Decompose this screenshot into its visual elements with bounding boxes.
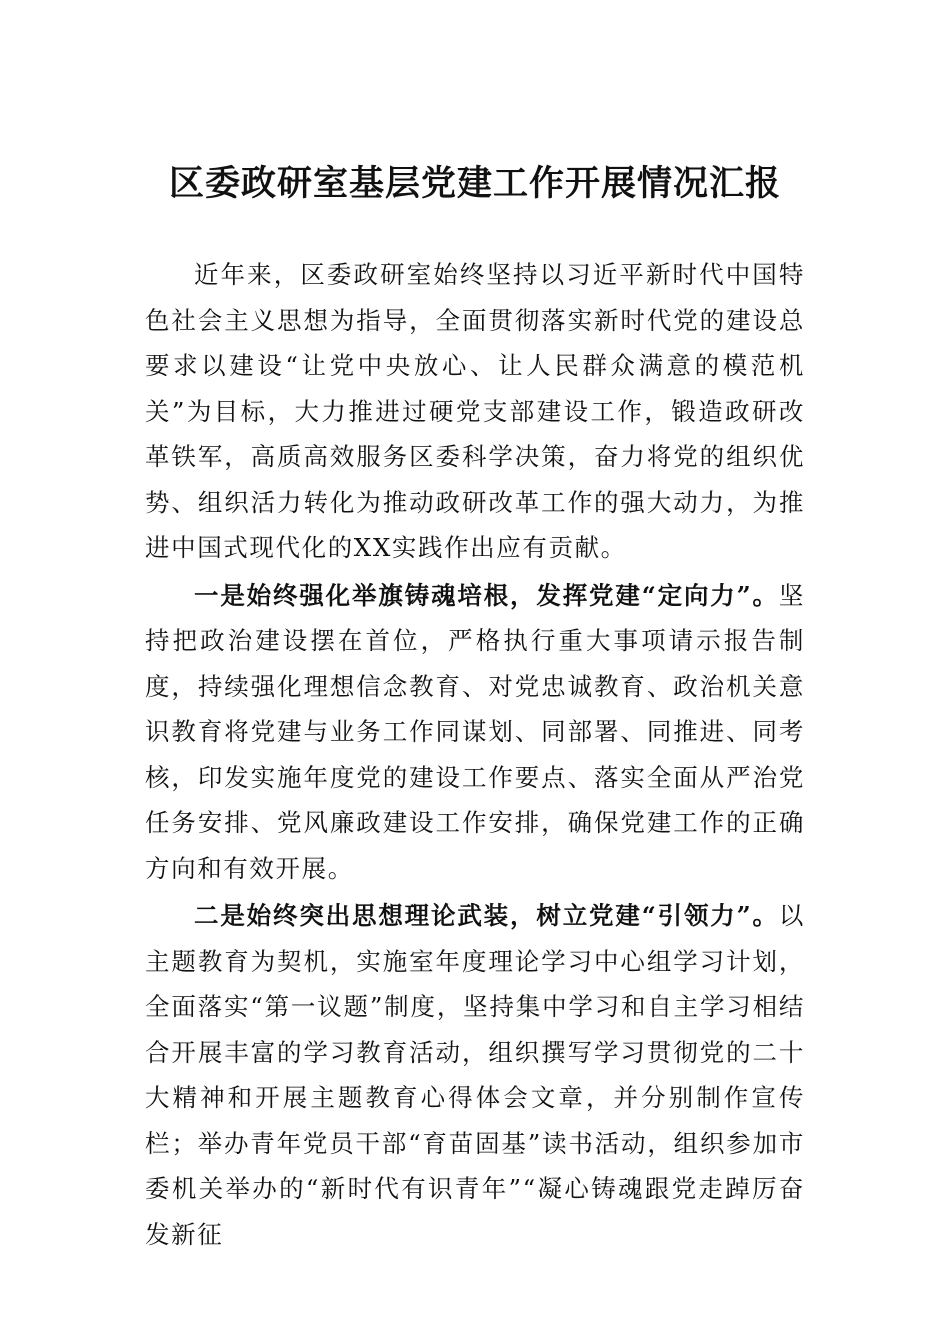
paragraph-lead: 二是始终突出思想理论武装，树立党建“引领力”。	[194, 901, 779, 930]
paragraph-intro	[145, 252, 805, 571]
document-body	[145, 252, 805, 1259]
paragraph-point-two	[145, 893, 805, 1257]
paragraph-text: 坚持把政治建设摆在首位，严格执行重大事项请示报告制度，持续强化理想信念教育、对党忠诚教育、政治机关意识教育将党建与业务工作同谋划、同部署、同推进、同考核，印发实施年度党的建设工作要点、落实全面从严治党任务安排、党风廉政建设工作安排，确保党建工作的正确方向和有效开展。	[145, 580, 805, 883]
paragraph-point-one	[145, 573, 805, 892]
document-title: 区委政研室基层党建工作开展情况汇报	[168, 163, 781, 204]
paragraph-text: 近年来，区委政研室始终坚持以习近平新时代中国特色社会主义思想为指导，全面贯彻落实新时代党的建设总要求以建设“让党中央放心、让人民群众满意的模范机关”为目标，大力推进过硬党支部建设工作，锻造政研改革铁军，高质高效服务区委科学决策，奋力将党的组织优势、组织活力转化为推动政研改革工作的强大动力，为推进中国式现代化的XX实践作出应有贡献。	[145, 260, 805, 562]
paragraph-text: 以主题教育为契机，实施室年度理论学习中心组学习计划，全面落实“第一议题”制度，坚持集中学习和自主学习相结合开展丰富的学习教育活动，组织撰写学习贯彻党的二十大精神和开展主题教育心得体会文章，并分别制作宣传栏；举办青年党员干部“育苗固基”读书活动，组织参加市委机关举办的“新时代有识青年”“凝心铸魂跟党走踔厉奋发新征	[145, 901, 805, 1249]
paragraph-lead: 一是始终强化举旗铸魂培根，发挥党建“定向力”。	[194, 580, 779, 610]
